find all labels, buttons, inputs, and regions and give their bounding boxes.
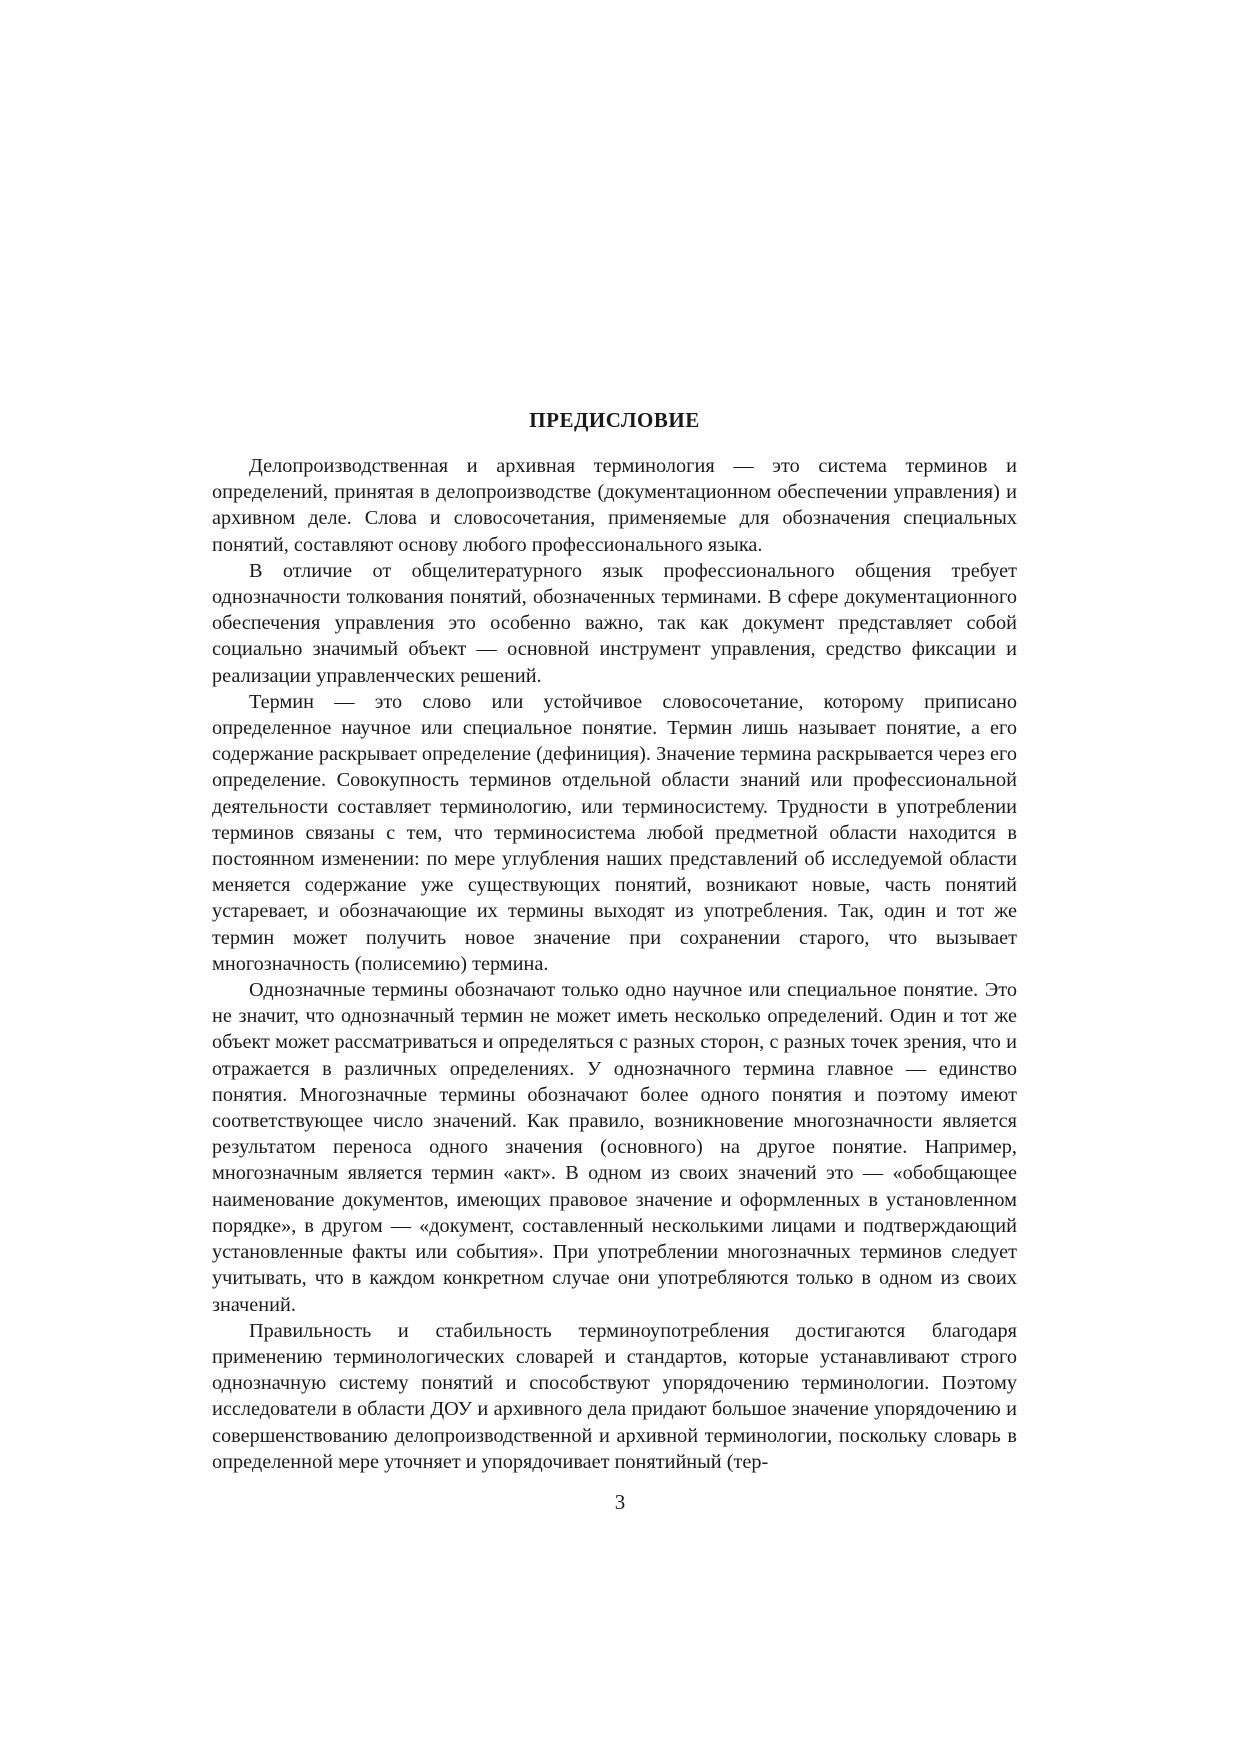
page-body <box>212 408 1017 1475</box>
paragraph-5: Правильность и стабильность терминоупотребления достигаются благодаря применению терминологических словарей и стандартов, которые устанавливают строго однозначную систему понятий и способствуют упорядочению терминологии. Поэтому исследователи в области ДОУ и архивного дела придают большое значение упорядочению и совершенствованию делопроизводственной и архивной терминологии, поскольку словарь в определенной мере уточняет и упорядочивает понятийный (тер- <box>212 1319 1017 1473</box>
paragraph-4: Однозначные термины обозначают только одно научное или специальное понятие. Это не значит, что однозначный термин не может иметь несколько определений. Один и тот же объект может рассматриваться и определяться с разных сторон, с разных точек зрения, что и отражается в различных определениях. У однозначного термина главное — единство понятия. Многозначные термины обозначают более одного понятия и поэтому имеют соответствующее число значений. Как правило, возникновение многозначности является результатом переноса одного значения (основного) на другое понятие. Например, многозначным является термин «акт». В одном из своих значений это — «обобщающее наименование документов, имеющих правовое значение и оформленных в установленном порядке», в другом — «документ, составленный несколькими лицами и подтверждающий установленные факты или события». При употреблении многозначных терминов следует учитывать, что в каждом конкретном случае они употребляются только в одном из своих значений. <box>212 979 1017 1316</box>
paragraph-2: В отличие от общелитературного язык профессионального общения требует однозначности толкования понятий, обозначенных терминами. В сфере документационного обеспечения управления это особенно важно, так как документ представляет собой социально значимый объект — основной инструмент управления, средство фиксации и реализации управленческих решений. <box>212 559 1017 687</box>
page-number: 3 <box>614 1490 626 1514</box>
paragraph-1: Делопроизводственная и архивная терминология — это система терминов и определений, принятая в делопроизводстве (документационном обеспечении управления) и архивном деле. Слова и словосочетания, применяемые для обозначения специальных понятий, составляют основу любого профессионального языка. <box>212 455 1017 556</box>
paragraph-3: Термин — это слово или устойчивое словосочетание, которому приписано определенное научное или специальное понятие. Термин лишь называет понятие, а его содержание раскрывает определение (дефиниция). Значение термина раскрывается через его определение. Совокупность терминов отдельной области знаний или профессиональной деятельности составляет терминологию, или терминосистему. Трудности в употреблении терминов связаны с тем, что терминосистема любой предметной области находится в постоянном изменении: по мере углубления наших представлений об исследуемой области меняется содержание уже существующих понятий, возникают новые, часть понятий устаревает, и обозначающие их термины выходят из употребления. Так, один и тот же термин может получить новое значение при сохранении старого, что вызывает многозначность (полисемию) термина. <box>212 690 1017 975</box>
page-title: ПРЕДИСЛОВИЕ <box>529 408 700 432</box>
